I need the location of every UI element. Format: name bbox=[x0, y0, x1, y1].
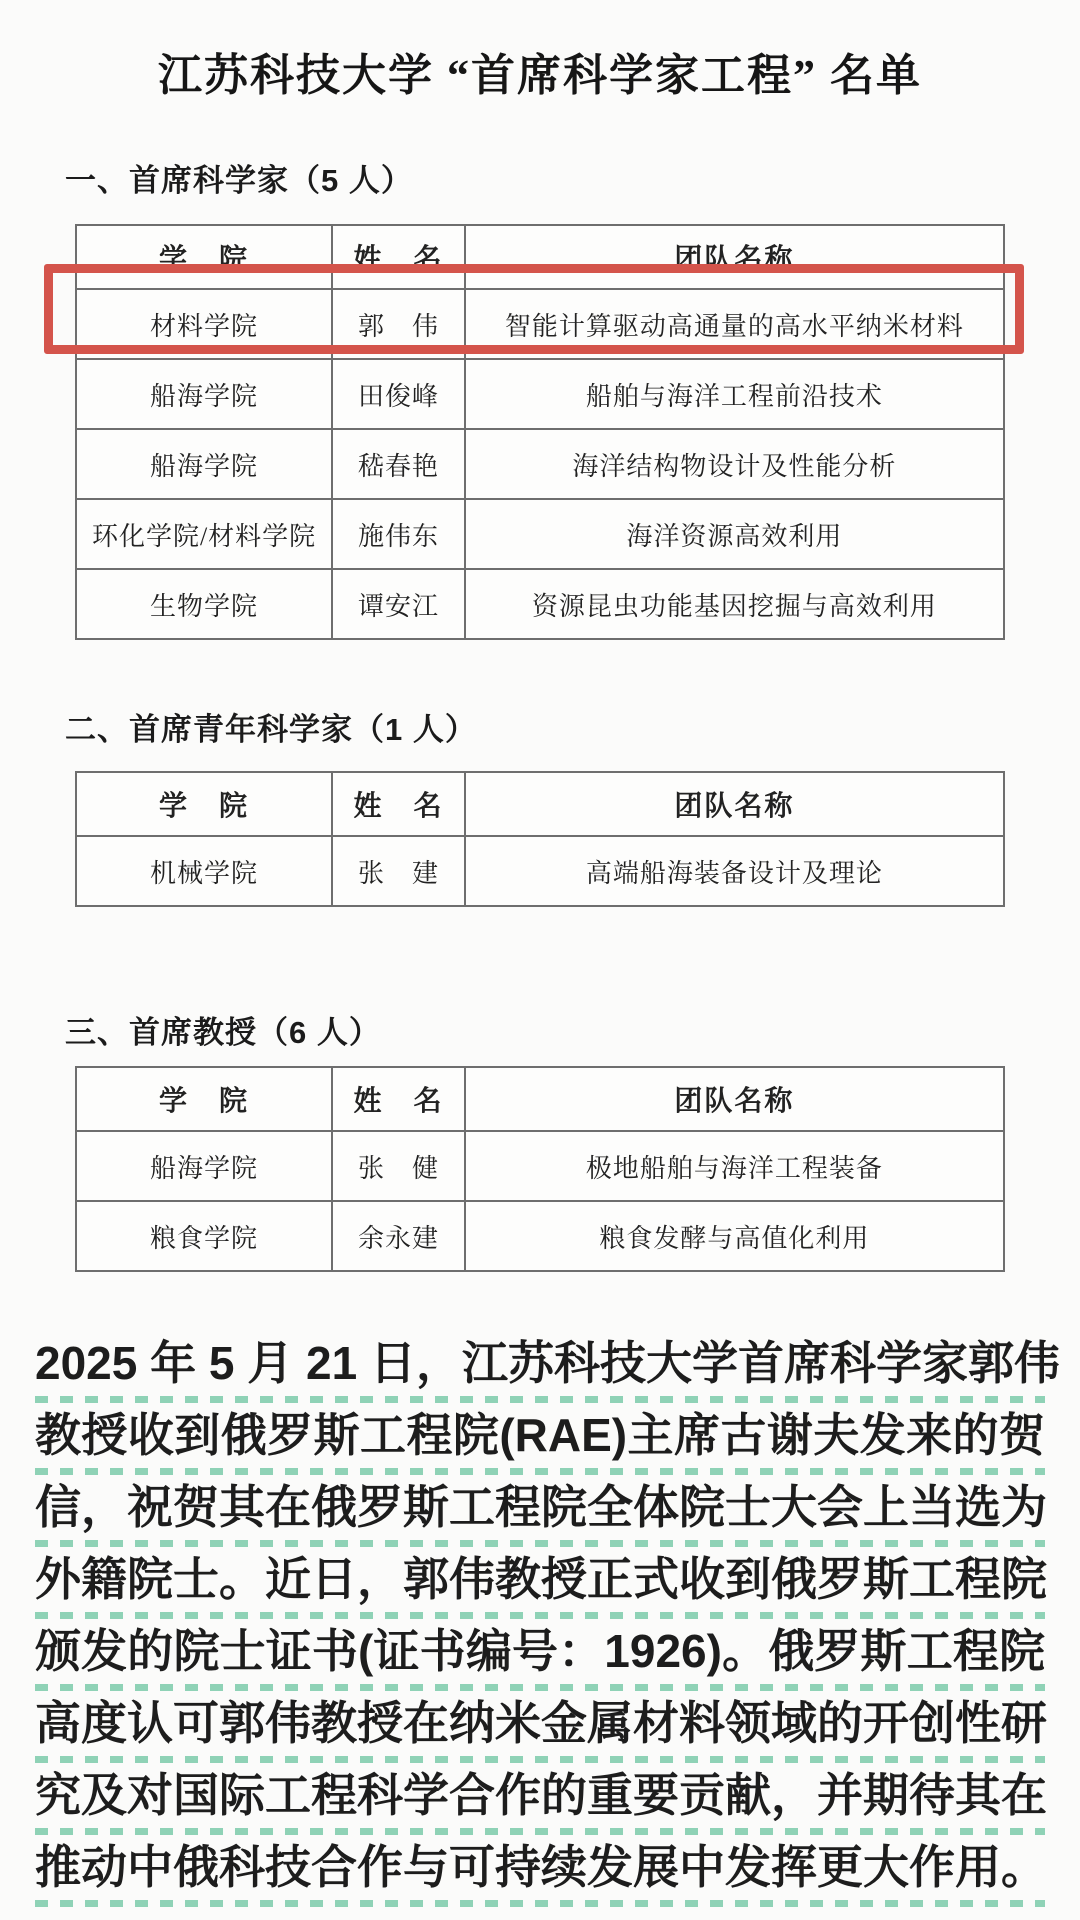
column-header: 团队名称 bbox=[465, 772, 1004, 836]
column-header: 姓 名 bbox=[332, 225, 465, 289]
column-header: 学 院 bbox=[76, 1067, 332, 1131]
college-cell: 船海学院 bbox=[76, 429, 332, 499]
team-cell: 资源昆虫功能基因挖掘与高效利用 bbox=[465, 569, 1004, 639]
table-row bbox=[76, 499, 1004, 569]
roster-table bbox=[75, 1066, 1005, 1272]
section-heading: 三、首席教授（6 人） bbox=[65, 1015, 381, 1050]
team-cell: 粮食发酵与高值化利用 bbox=[465, 1201, 1004, 1271]
team-cell: 海洋资源高效利用 bbox=[465, 499, 1004, 569]
column-header: 姓 名 bbox=[332, 772, 465, 836]
name-cell: 郭 伟 bbox=[332, 289, 465, 359]
table-row bbox=[76, 836, 1004, 906]
column-header: 团队名称 bbox=[465, 225, 1004, 289]
name-cell: 谭安江 bbox=[332, 569, 465, 639]
paragraph-line: 高度认可郭伟教授在纳米金属材料领域的开创性研 bbox=[35, 1694, 1045, 1766]
paragraph-line: 信，祝贺其在俄罗斯工程院全体院士大会上当选为 bbox=[35, 1478, 1045, 1550]
paragraph-line: 教授收到俄罗斯工程院(RAE)主席古谢夫发来的贺 bbox=[35, 1406, 1045, 1478]
table-row bbox=[76, 359, 1004, 429]
roster-table bbox=[75, 771, 1005, 907]
team-cell: 智能计算驱动高通量的高水平纳米材料 bbox=[465, 289, 1004, 359]
section-1 bbox=[65, 155, 1040, 640]
table-row bbox=[76, 289, 1004, 359]
section-3 bbox=[65, 1007, 1040, 1272]
college-cell: 船海学院 bbox=[76, 1131, 332, 1201]
team-cell: 船舶与海洋工程前沿技术 bbox=[465, 359, 1004, 429]
paragraph-line: 究及对国际工程科学合作的重要贡献，并期待其在 bbox=[35, 1766, 1045, 1838]
section-heading: 二、首席青年科学家（1 人） bbox=[65, 712, 477, 747]
college-cell: 粮食学院 bbox=[76, 1201, 332, 1271]
college-cell: 生物学院 bbox=[76, 569, 332, 639]
table-row bbox=[76, 1131, 1004, 1201]
college-cell: 船海学院 bbox=[76, 359, 332, 429]
team-cell: 海洋结构物设计及性能分析 bbox=[465, 429, 1004, 499]
roster-sections bbox=[0, 155, 1080, 1272]
section-2 bbox=[65, 704, 1040, 907]
section-heading: 一、首席科学家（5 人） bbox=[65, 163, 413, 198]
paragraph-line: 颁发的院士证书(证书编号：1926)。俄罗斯工程院 bbox=[35, 1622, 1045, 1694]
table-header-row bbox=[76, 1067, 1004, 1131]
table-header-row bbox=[76, 225, 1004, 289]
column-header: 团队名称 bbox=[465, 1067, 1004, 1131]
table-row bbox=[76, 569, 1004, 639]
college-cell: 环化学院/材料学院 bbox=[76, 499, 332, 569]
page-title: 江苏科技大学 “首席科学家工程” 名单 bbox=[158, 51, 922, 100]
name-cell: 张 健 bbox=[332, 1131, 465, 1201]
table-row bbox=[76, 429, 1004, 499]
team-cell: 高端船海装备设计及理论 bbox=[465, 836, 1004, 906]
column-header: 姓 名 bbox=[332, 1067, 465, 1131]
college-cell: 材料学院 bbox=[76, 289, 332, 359]
paragraph-line: 推动中俄科技合作与可持续发展中发挥更大作用。 bbox=[35, 1838, 1045, 1910]
table-row bbox=[76, 1201, 1004, 1271]
column-header: 学 院 bbox=[76, 225, 332, 289]
column-header: 学 院 bbox=[76, 772, 332, 836]
college-cell: 机械学院 bbox=[76, 836, 332, 906]
name-cell: 余永建 bbox=[332, 1201, 465, 1271]
announcement-paragraph bbox=[35, 1334, 1060, 1910]
roster-table bbox=[75, 224, 1005, 640]
name-cell: 田俊峰 bbox=[332, 359, 465, 429]
name-cell: 施伟东 bbox=[332, 499, 465, 569]
paragraph-line: 2025 年 5 月 21 日，江苏科技大学首席科学家郭伟 bbox=[35, 1334, 1045, 1406]
name-cell: 嵇春艳 bbox=[332, 429, 465, 499]
name-cell: 张 建 bbox=[332, 836, 465, 906]
table-header-row bbox=[76, 772, 1004, 836]
team-cell: 极地船舶与海洋工程装备 bbox=[465, 1131, 1004, 1201]
paragraph-line: 外籍院士。近日，郭伟教授正式收到俄罗斯工程院 bbox=[35, 1550, 1045, 1622]
